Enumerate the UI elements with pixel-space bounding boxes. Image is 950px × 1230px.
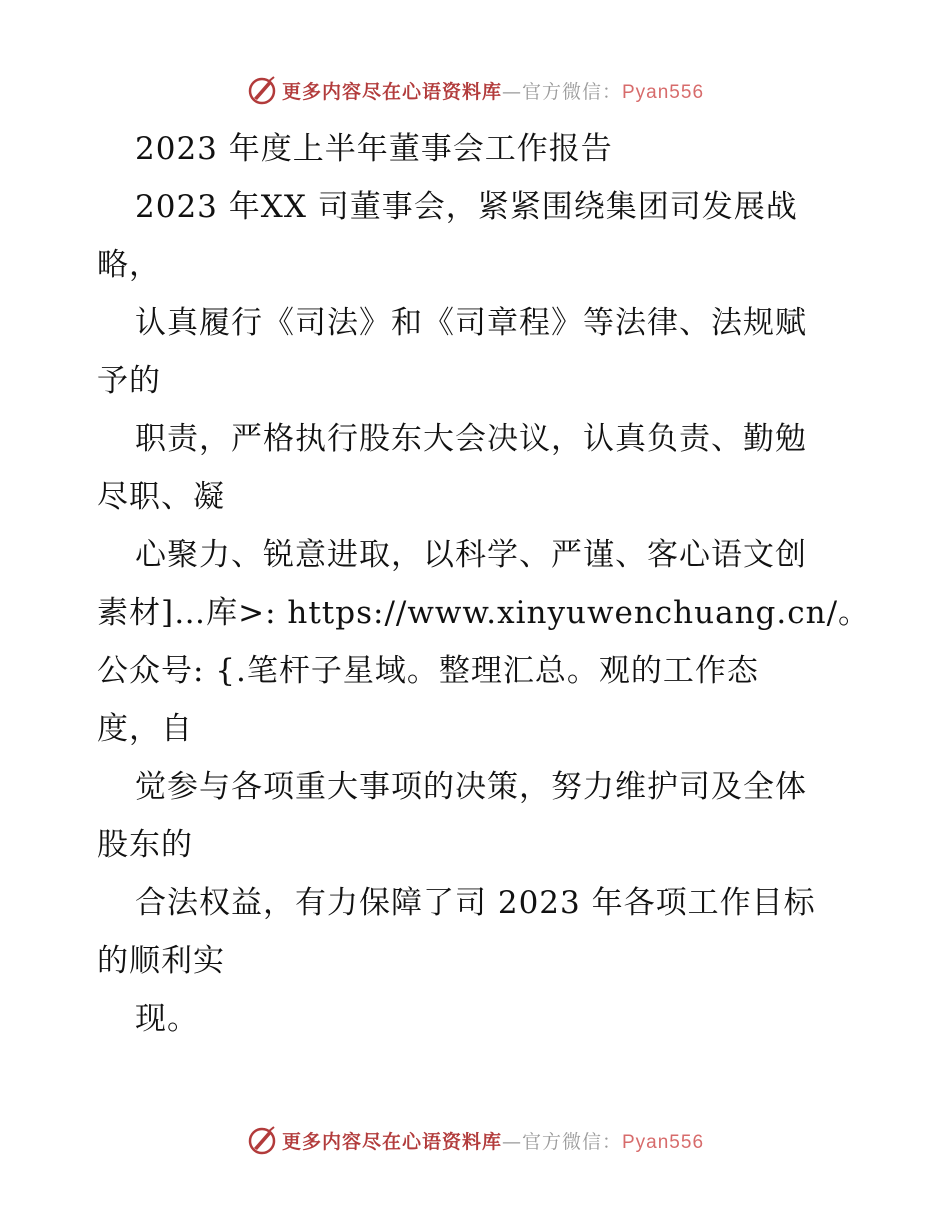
paragraph-line: 股东的 xyxy=(97,827,193,863)
paragraph-line: 2023 年XX 司董事会，紧紧围绕集团司发展战 xyxy=(135,189,798,225)
banner-wechat-label: 官方微信： xyxy=(521,80,622,103)
banner-wechat-id: Pyan556 xyxy=(622,81,705,103)
document-title: 2023 年度上半年董事会工作报告 xyxy=(135,131,613,167)
paragraph-line: 职责，严格执行股东大会决议，认真负责、勤勉 xyxy=(135,421,807,457)
banner-main-text: 更多内容尽在心语资料库 xyxy=(281,1130,502,1153)
paragraph-line: 公众号: {.笔杆子星域。整理汇总。观的工作态 xyxy=(97,653,759,689)
paragraph-line: 度，自 xyxy=(97,711,193,747)
paragraph-line: 略， xyxy=(97,247,161,283)
banner-dash: — xyxy=(501,80,522,103)
paragraph-line: 觉参与各项重大事项的决策，努力维护司及全体 xyxy=(135,769,807,805)
paragraph-line: 认真履行《司法》和《司章程》等法律、法规赋 xyxy=(135,305,807,341)
header-watermark-banner xyxy=(0,70,950,110)
banner-text xyxy=(282,1127,704,1154)
paragraph-line: 现。 xyxy=(135,1001,199,1037)
paragraph-line: 合法权益，有力保障了司 2023 年各项工作目标 xyxy=(135,885,816,921)
quill-seal-logo-icon xyxy=(246,74,278,106)
banner-main-text: 更多内容尽在心语资料库 xyxy=(281,80,502,103)
banner-wechat-label: 官方微信： xyxy=(521,1130,622,1153)
paragraph-line: 的顺利实 xyxy=(97,943,225,979)
document-body xyxy=(97,120,871,1048)
banner-text xyxy=(282,77,704,104)
paragraph-line: 尽职、凝 xyxy=(97,479,225,515)
quill-seal-logo-icon xyxy=(246,1124,278,1156)
footer-watermark-banner xyxy=(0,1120,950,1160)
paragraph-line: 心聚力、锐意进取，以科学、严谨、客心语文创 xyxy=(135,537,807,573)
paragraph-line: 素材]…库>: https://www.xinyuwenchuang.cn/。 xyxy=(97,595,871,631)
paragraph-line: 予的 xyxy=(97,363,161,399)
banner-wechat-id: Pyan556 xyxy=(622,1131,705,1153)
banner-dash: — xyxy=(501,1130,522,1153)
